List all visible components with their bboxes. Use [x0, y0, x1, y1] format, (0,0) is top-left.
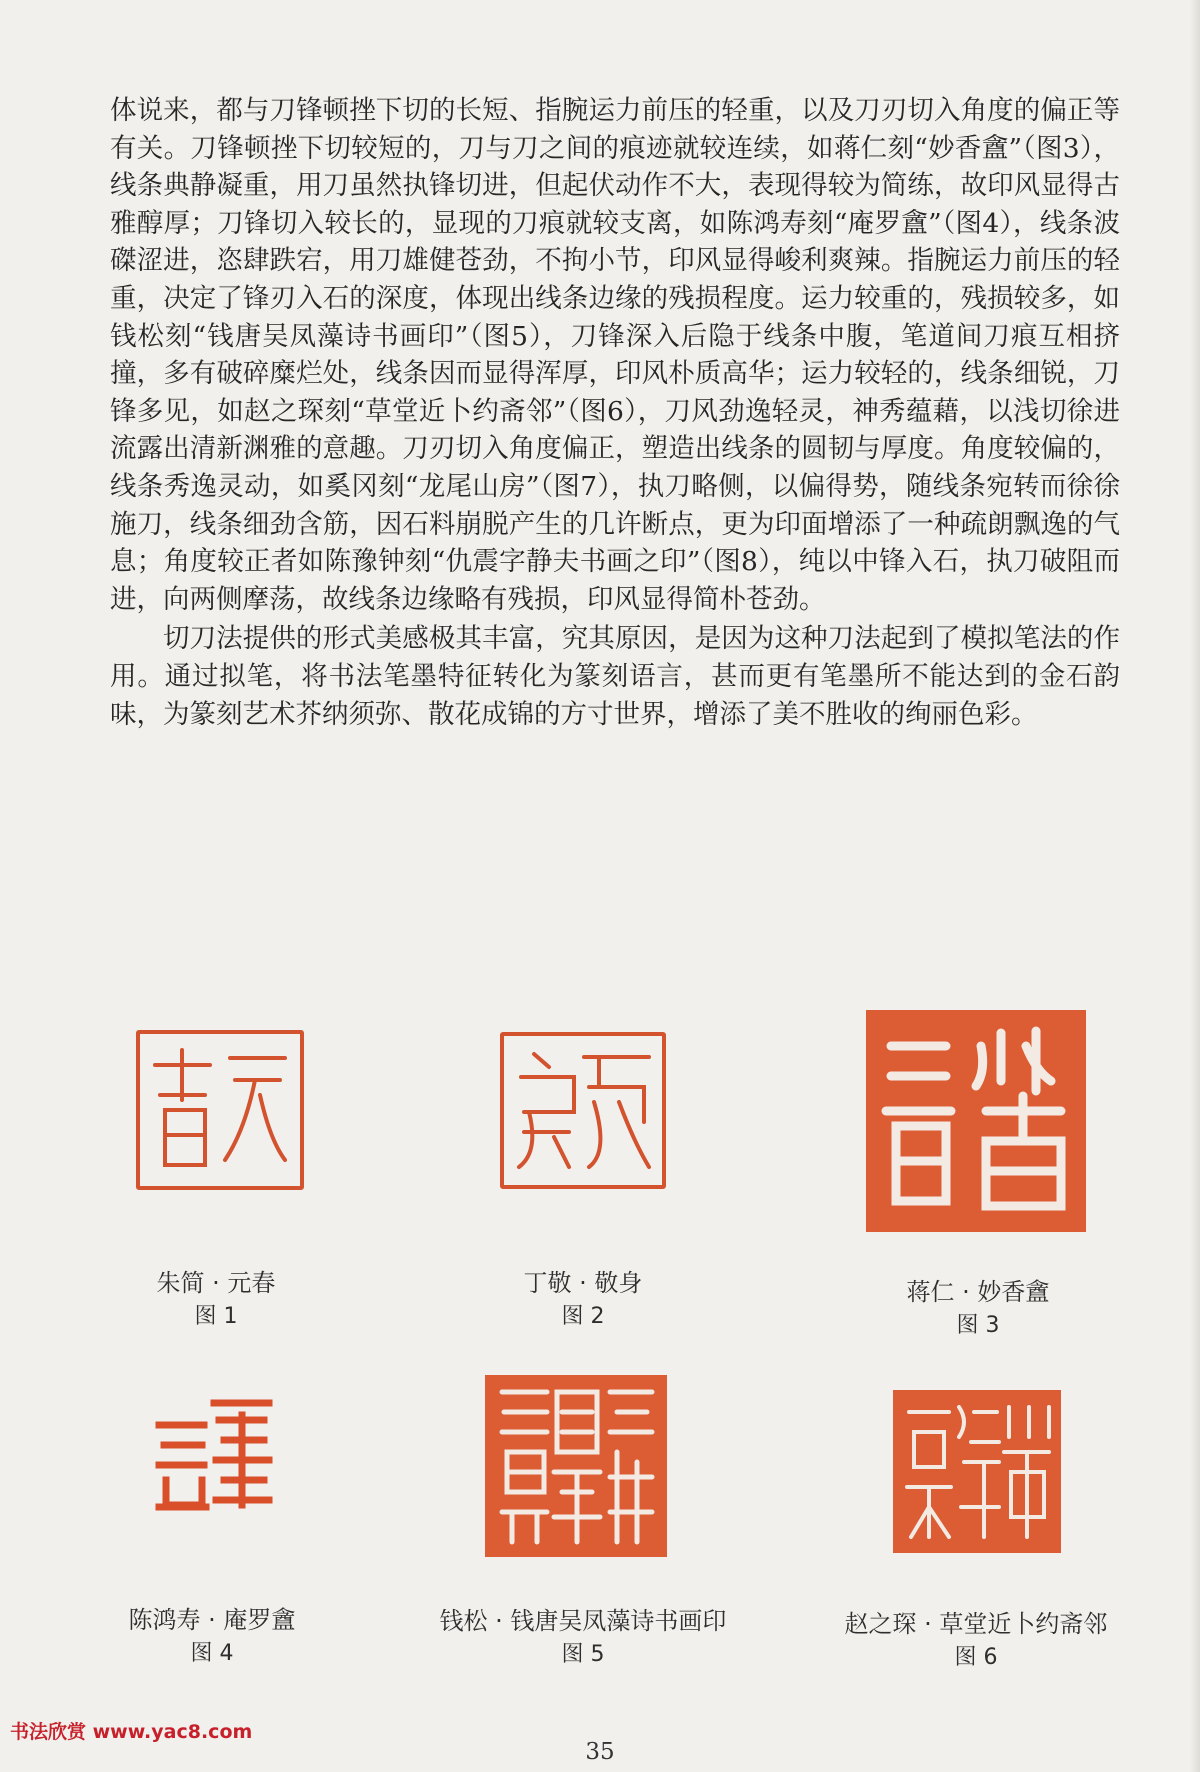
figure-label: 图 4 — [190, 1641, 234, 1666]
article-body — [110, 92, 1120, 733]
caption-title: 陈鸿寿 · 庵罗盦 — [128, 1606, 296, 1634]
site-watermark: 书法欣赏 www.yac8.com — [10, 1721, 253, 1743]
figure-label: 图 5 — [561, 1642, 605, 1667]
seal-image-fig4 — [154, 1395, 274, 1513]
seal-glyphs — [492, 1382, 660, 1550]
caption-title: 赵之琛 · 草堂近卜约斋邻 — [844, 1610, 1108, 1638]
figure-caption-2 — [403, 1266, 763, 1334]
caption-title: 朱简 · 元春 — [156, 1269, 276, 1297]
figure-caption-4 — [32, 1603, 392, 1671]
page-edge — [1190, 0, 1200, 1772]
seal-glyphs — [509, 1042, 657, 1180]
figure-caption-3 — [798, 1275, 1158, 1343]
seal-image-fig2 — [500, 1032, 666, 1189]
caption-title: 蒋仁 · 妙香盦 — [906, 1278, 1050, 1306]
seal-image-fig6 — [893, 1390, 1061, 1553]
page-number: 35 — [585, 1739, 615, 1765]
figure-label: 图 6 — [954, 1645, 998, 1670]
seal-glyphs — [154, 1395, 274, 1513]
caption-title: 丁敬 · 敬身 — [523, 1269, 643, 1297]
caption-title: 钱松 · 钱唐吴凤藻诗书画印 — [439, 1607, 727, 1635]
figure-label: 图 3 — [956, 1313, 1000, 1338]
figure-label: 图 2 — [561, 1304, 605, 1329]
seal-image-fig1 — [136, 1030, 304, 1190]
figure-caption-1 — [36, 1266, 396, 1334]
paragraph-1: 体说来，都与刀锋顿挫下切的长短、指腕运力前压的轻重，以及刀刃切入角度的偏正等有关。刀锋顿挫下切较短的，刀与刀之间的痕迹就较连续，如蒋仁刻“妙香盦”（图3），线条典静凝重，用刀虽然执锋切进，但起伏动作不大，表现得较为简练，故印风显得古雅醇厚；刀锋切入较长的，显现的刀痕就较支离，如陈鸿寿刻“庵罗盦”（图4），线条波磔涩进，恣肆跌宕，用刀雄健苍劲，不拘小节，印风显得峻利爽辣。指腕运力前压的轻重，决定了锋刃入石的深度，体现出线条边缘的残损程度。运力较重的，残损较多，如钱松刻“钱唐吴凤藻诗书画印”（图5），刀锋深入后隐于线条中腹，笔道间刀痕互相挤撞，多有破碎糜烂处，线条因而显得浑厚，印风朴质高华；运力较轻的，线条细锐，刀锋多见，如赵之琛刻“草堂近卜约斋邻”（图6），刀风劲逸轻灵，神秀蕴藉，以浅切徐进流露出清新渊雅的意趣。刀刃切入角度偏正，塑造出线条的圆韧与厚度。角度较偏的，线条秀逸灵动，如奚冈刻“龙尾山房”（图7），执刀略侧，以偏得势，随线条宛转而徐徐施刀，线条细劲含筋，因石料崩脱产生的几许断点，更为印面增添了一种疏朗飘逸的气息；角度较正者如陈豫钟刻“仇震字静夫书画之印”（图8），纯以中锋入石，执刀破阻而进，向两侧摩荡，故线条边缘略有残损，印风显得简朴苍劲。 — [110, 95, 1120, 615]
seal-glyphs — [899, 1397, 1055, 1547]
seal-image-fig3 — [866, 1010, 1086, 1232]
figure-label: 图 1 — [194, 1304, 238, 1329]
paragraph-2: 切刀法提供的形式美感极其丰富，究其原因，是因为这种刀法起到了模拟笔法的作用。通过拟笔，将书法笔墨特征转化为篆刻语言，甚而更有笔墨所不能达到的金石韵味，为篆刻艺术芥纳须弥、散花成锦的方寸世界，增添了美不胜收的绚丽色彩。 — [110, 623, 1120, 730]
figure-caption-6 — [796, 1607, 1156, 1675]
figure-caption-5 — [403, 1604, 763, 1672]
seal-glyphs — [876, 1021, 1076, 1221]
seal-image-fig5 — [485, 1375, 667, 1557]
seal-glyphs — [145, 1040, 295, 1180]
